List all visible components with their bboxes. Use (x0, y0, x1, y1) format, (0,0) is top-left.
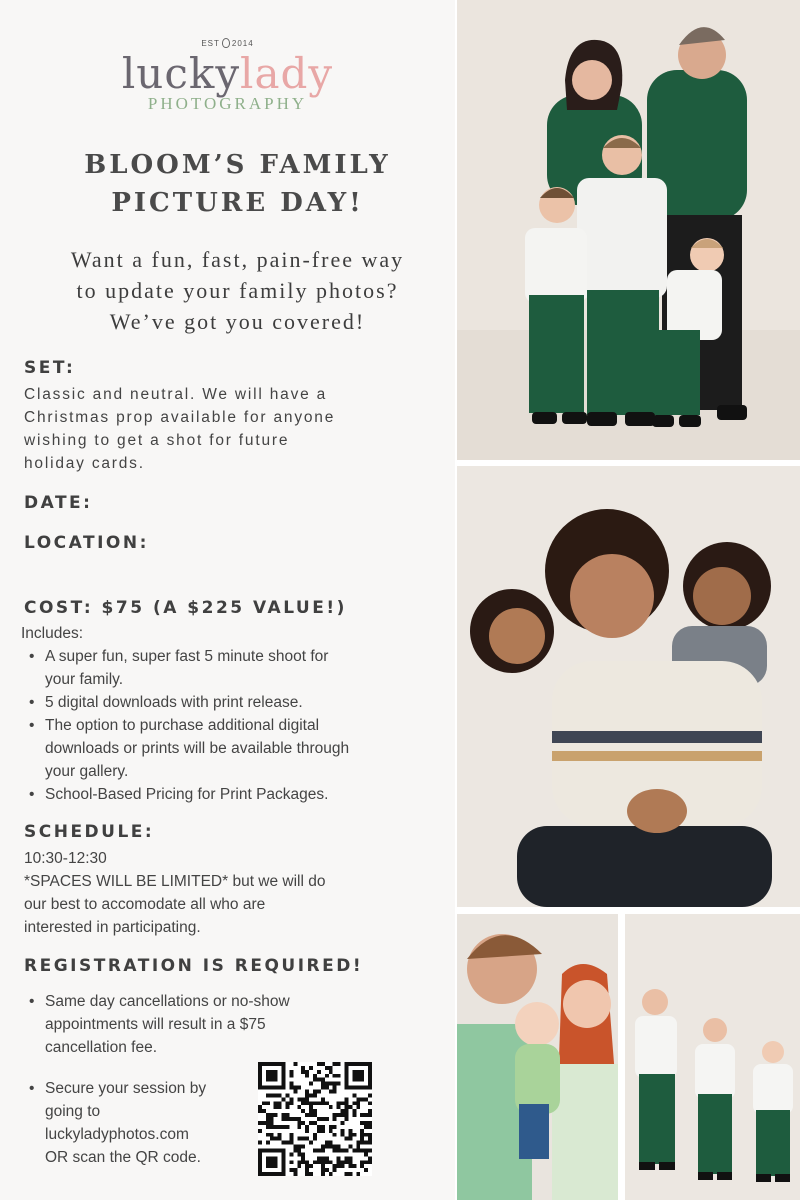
couple-baby-photo (457, 914, 618, 1200)
list-item: • School-Based Pricing for Print Packages. (24, 783, 349, 806)
qr-code[interactable] (258, 1062, 372, 1176)
three-boys-photo (625, 914, 800, 1200)
location-heading: LOCATION: (24, 533, 149, 553)
page-title: BLOOM’S FAMILY PICTURE DAY! (84, 150, 391, 218)
logo-established: EST 2014 (201, 39, 254, 48)
registration-list-2 (24, 1077, 206, 1169)
logo-subtitle: PHOTOGRAPHY (147, 94, 308, 113)
list-item: • Secure your session by going to luckyladyphotos.com OR scan the QR code. (24, 1077, 206, 1169)
kids-photo (457, 466, 800, 907)
tagline: Want a fun, fast, pain-free way to update your family photos? We’ve got you covered! (70, 247, 405, 334)
set-heading: SET: (24, 358, 76, 378)
photo-column (455, 0, 800, 1200)
list-item: • Same day cancellations or no-show appointments will result in a $75 cancellation fee. (24, 990, 290, 1059)
list-item: • A super fun, super fast 5 minute shoot for your family. (24, 645, 349, 691)
schedule-heading: SCHEDULE: (24, 822, 155, 842)
includes-list (24, 645, 349, 806)
list-item: • The option to purchase additional digital downloads or prints will be available through your gallery. (24, 714, 349, 783)
pear-icon (222, 38, 230, 48)
schedule-text: 10:30-12:30 *SPACES WILL BE LIMITED* but we will do our best to accomodate all who are interested in participating. (24, 850, 326, 936)
cost-heading: COST: $75 (A $225 VALUE!) (24, 598, 347, 618)
registration-list-1 (24, 990, 290, 1059)
includes-label: Includes: (21, 625, 84, 642)
registration-heading: REGISTRATION IS REQUIRED! (24, 956, 364, 976)
list-item: • 5 digital downloads with print release. (24, 691, 349, 714)
date-heading: DATE: (24, 493, 93, 513)
family-photo (457, 0, 800, 460)
brand-logo (0, 38, 455, 114)
logo-wordmark: luckylady (121, 49, 334, 98)
set-description: Classic and neutral. We will have a Christmas prop available for anyone wishing to get a shot for future holiday cards. (24, 386, 336, 472)
